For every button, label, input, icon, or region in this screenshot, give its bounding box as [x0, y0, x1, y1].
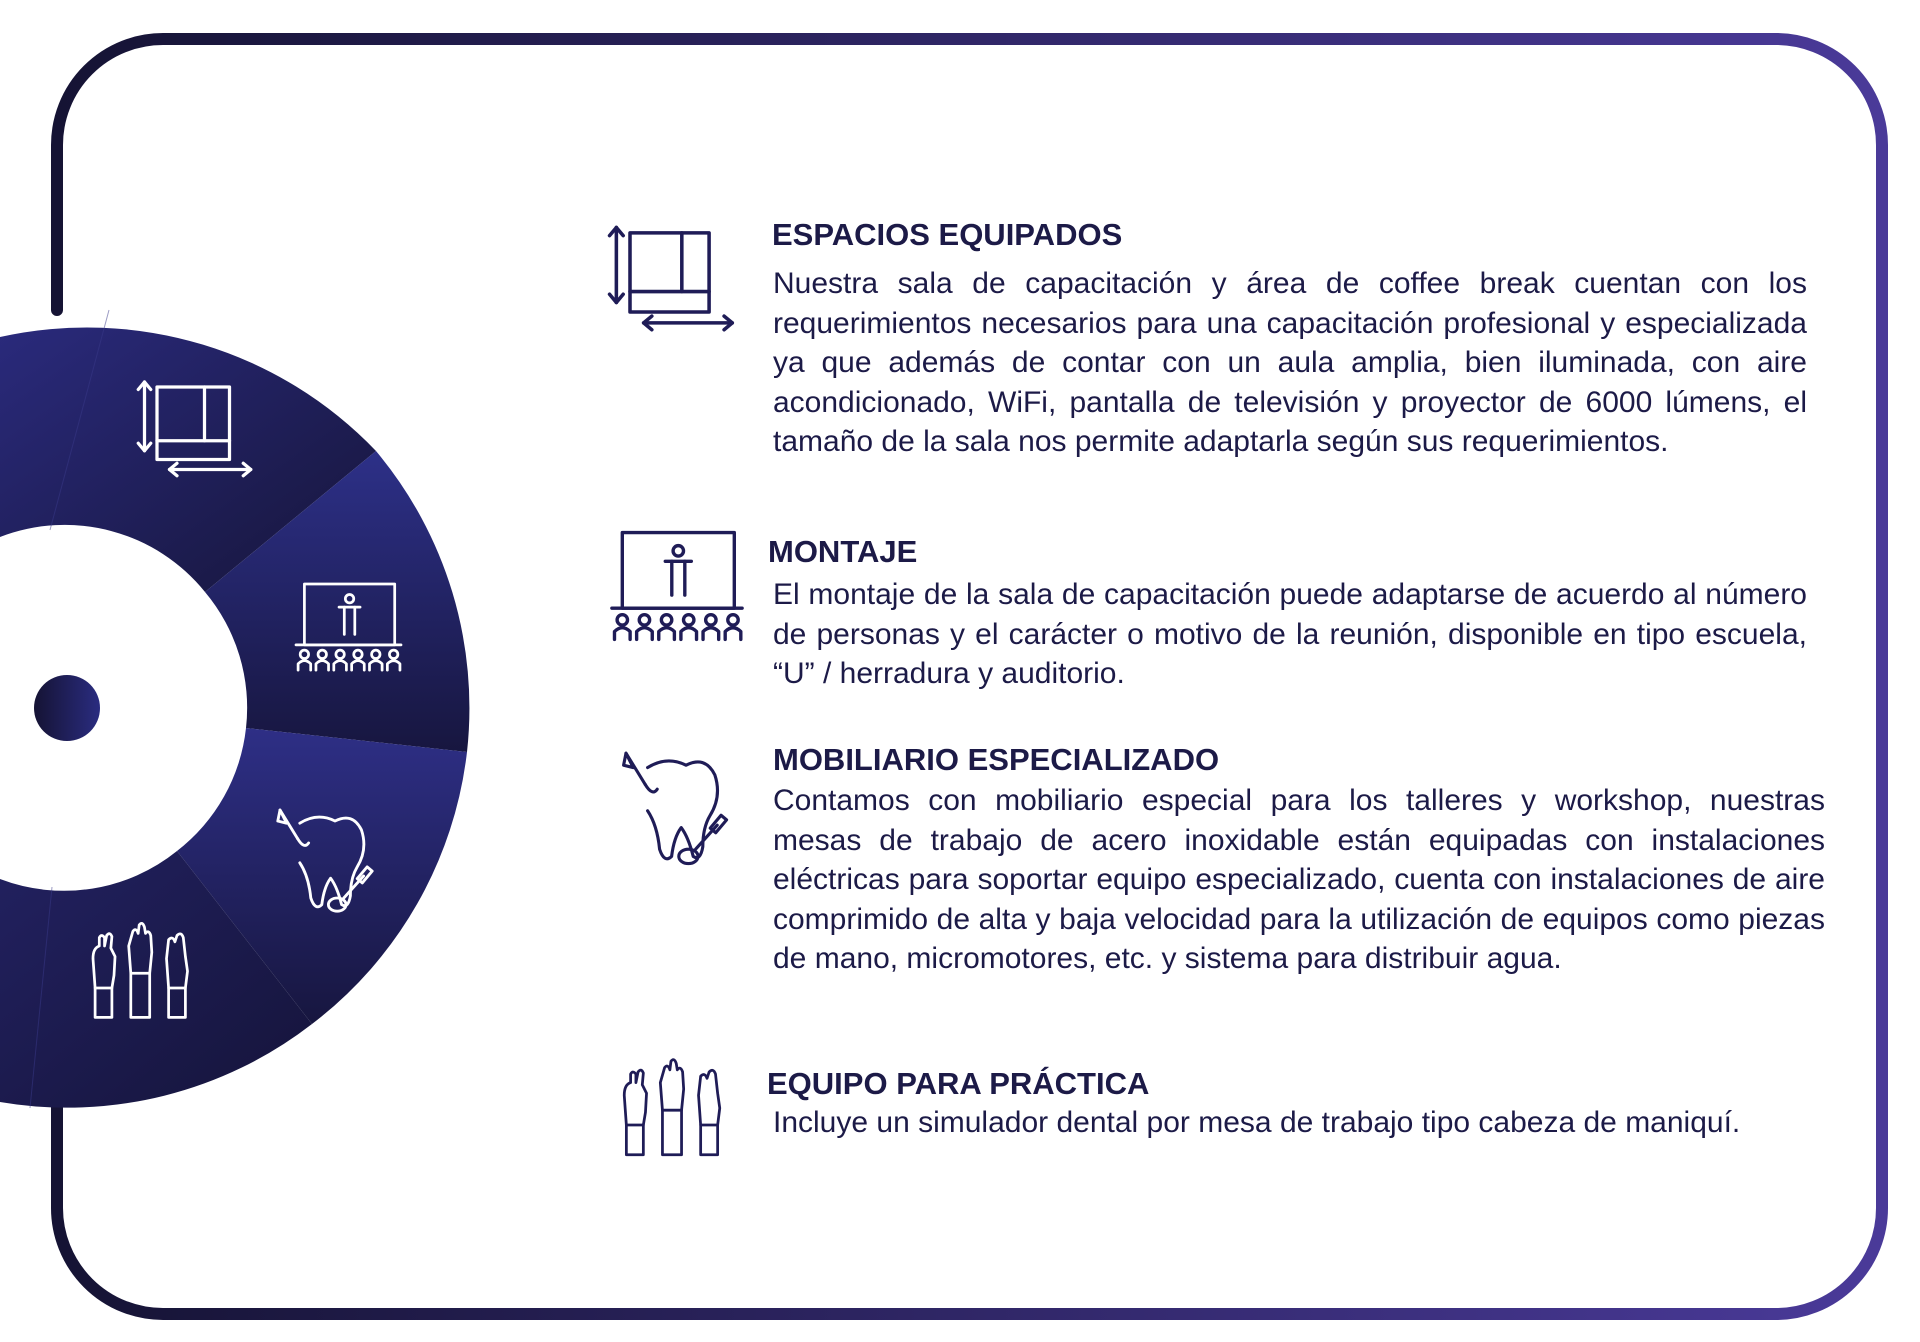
feature-title: MONTAJE: [768, 534, 918, 569]
feature-description: Contamos con mobiliario especial para los talleres y workshop, nuestras mesas de trabajo de acero inoxidable están equipadas con instalaciones eléctricas para soportar equipo especializado, cuenta con instalaciones de aire comprimido de alta y baja velocidad para la utilización de equipos como piezas de mano, micromotores, etc. y sistema para distribuir agua.: [773, 784, 1825, 975]
wheel-center-dot: [34, 675, 100, 741]
presentation-audience-icon: [604, 530, 750, 642]
feature-title: ESPACIOS EQUIPADOS: [772, 217, 1123, 252]
feature-description: El montaje de la sala de capacitación puede adaptarse de acuerdo al número de personas y el carácter o motivo de la reunión, disponible en tipo escuela, “U” / herradura y auditorio.: [773, 578, 1807, 690]
feature-title: EQUIPO PARA PRÁCTICA: [767, 1066, 1150, 1101]
raised-hands-icon: [620, 1054, 724, 1160]
room-dimensions-icon: [600, 212, 750, 352]
dental-tools-icon: [614, 746, 734, 866]
feature-wheel: [0, 300, 480, 1120]
feature-title: MOBILIARIO ESPECIALIZADO: [773, 742, 1220, 777]
feature-description: Incluye un simulador dental por mesa de trabajo tipo cabeza de maniquí.: [773, 1106, 1741, 1139]
feature-description: Nuestra sala de capacitación y área de coffee break cuentan con los requerimientos necesarios para una capacitación profesional y especializada ya que además de contar con un aula amplia, bien iluminada, con aire acondicionado, WiFi, pantalla de televisión y proyector de 6000 lúmens, el tamaño de la sala nos permite adaptarla según sus requerimientos.: [773, 267, 1807, 458]
